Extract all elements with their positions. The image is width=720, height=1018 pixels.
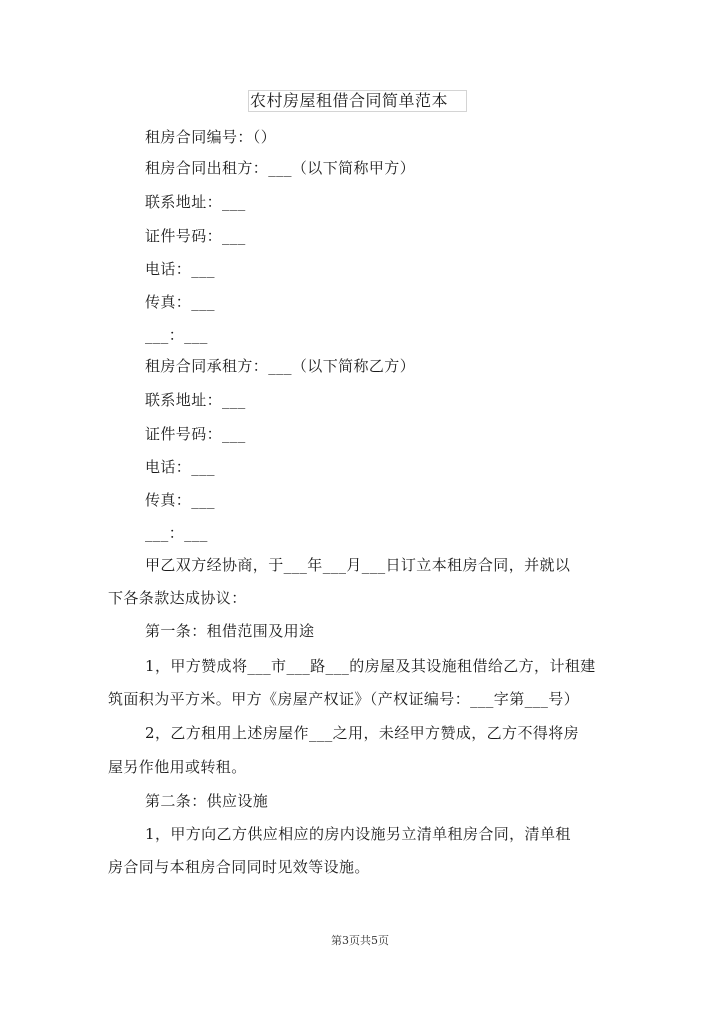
- lessor-blank-line: ___：___: [145, 326, 208, 344]
- lessee-fax-line: 传真：___: [145, 491, 215, 509]
- article-two-clause-1-line-2: 房合同与本租房合同同时见效等设施。: [108, 858, 370, 876]
- article-one-clause-1-line-2: 筑面积为平方米。甲方《房屋产权证》（产权证编号：___字第___号）: [108, 690, 580, 708]
- document-title: 农村房屋租借合同简单范本: [250, 91, 449, 110]
- article-one-clause-2-line-1: 2，乙方租用上述房屋作___之用，未经甲方赞成，乙方不得将房: [145, 724, 580, 742]
- article-one-clause-2-line-2: 屋另作他用或转租。: [108, 758, 247, 776]
- lessee-phone-line: 电话：___: [145, 458, 215, 476]
- lessor-phone-line: 电话：___: [145, 260, 215, 278]
- lessor-address-line: 联系地址：___: [145, 193, 246, 211]
- lessee-line: 租房合同承租方：___（以下简称乙方）: [145, 357, 416, 375]
- article-one-heading: 第一条：租借范围及用途: [145, 622, 315, 640]
- lessor-id-line: 证件号码：___: [145, 227, 246, 245]
- lessor-fax-line: 传真：___: [145, 293, 215, 311]
- lessee-blank-line: ___：___: [145, 524, 208, 542]
- article-two-heading: 第二条：供应设施: [145, 792, 269, 810]
- contract-number-line: 租房合同编号：（）: [145, 128, 277, 146]
- article-one-clause-1-line-1: 1，甲方赞成将___市___路___的房屋及其设施租借给乙方，计租建: [145, 657, 596, 675]
- agreement-paragraph-line-2: 下各条款达成协议：: [108, 589, 247, 607]
- lessee-address-line: 联系地址：___: [145, 391, 246, 409]
- lessor-line: 租房合同出租方：___（以下简称甲方）: [145, 159, 416, 177]
- article-two-clause-1-line-1: 1，甲方向乙方供应相应的房内设施另立清单租房合同，清单租: [145, 825, 571, 843]
- agreement-paragraph-line-1: 甲乙双方经协商，于___年___月___日订立本租房合同，并就以: [145, 556, 571, 574]
- page-number: 第3页共5页: [331, 934, 389, 947]
- lessee-id-line: 证件号码：___: [145, 425, 246, 443]
